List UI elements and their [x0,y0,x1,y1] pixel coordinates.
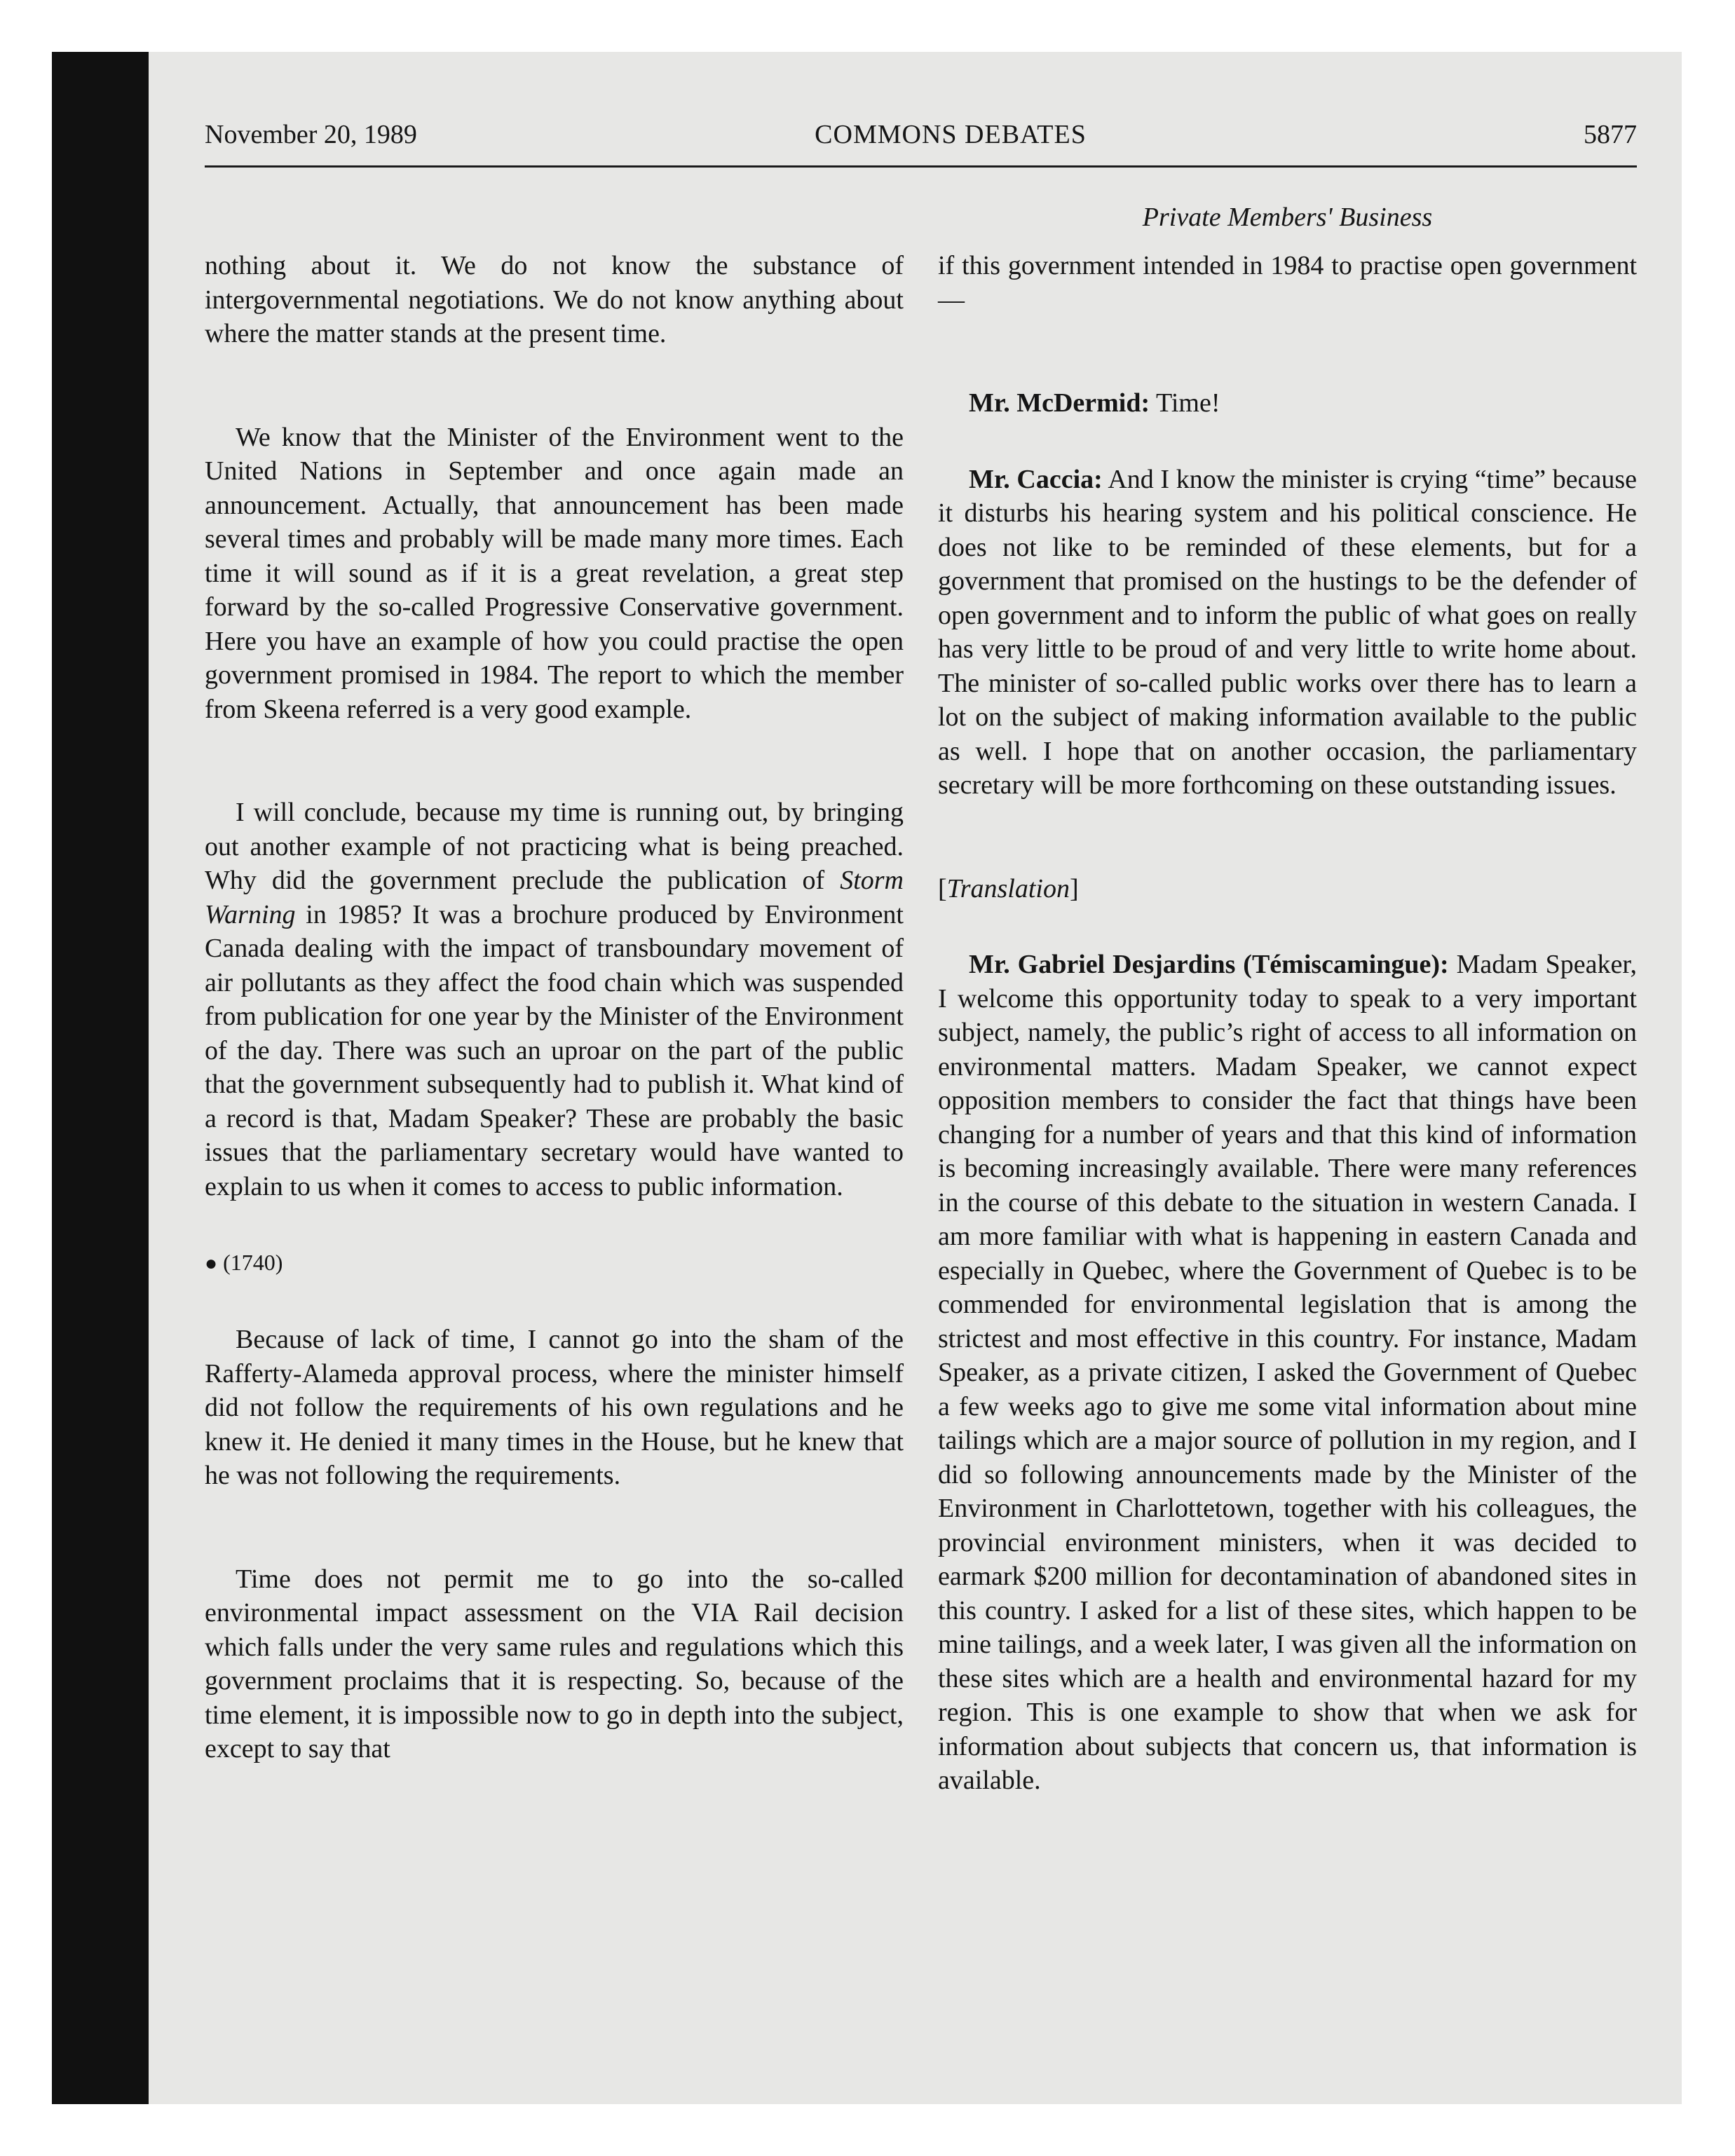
speaker-name: Mr. McDermid: [969,388,1150,418]
right-paragraph-1: if this government intended in 1984 to practise open government— [938,251,1637,315]
left-paragraph-1: nothing about it. We do not know the substance of intergovernmental negotiations. We do not know anything about where the matter stands at the present time. [205,251,904,348]
speech-caccia [938,463,1637,803]
speech-text: Time! [1150,388,1220,418]
speech-text: Madam Speaker, I welcome this opportunity today to speak to a very important subject, namely, the public’s right of access to all information on environmental matters. Madam Speaker, we cannot expect opposition members to consider the fact that things have been changing for a number of years and that this kind of information is becoming increasingly available. There were many references in the course of this debate to the situation in western Canada. I am more familiar with what is happening in eastern Canada and especially in Quebec, where the Government of Quebec is to be commended for environmental legislation that is among the strictest and most effective in this country. For instance, Madam Speaker, as a private citizen, I asked the Government of Quebec a few weeks ago to give me some vital information about mine tailings which are a major source of pollution in my region, and I did so following announcements made by the Minister of the Environment in Charlottetown, together with his colleagues, the provincial environment ministers, when it was decided to earmark $200 million for decontamination of abandoned sites in this country. I asked for a list of these sites, which happen to be mine tailings, and a week later, I was given all the information on these sites which are a health and environmental hazard for my region. This is one example to show that when we ask for information about subjects that concern us, that information is available. [938,950,1637,1795]
left-paragraph-3 [205,796,904,1203]
header-date: November 20, 1989 [205,120,417,149]
speech-desjardins [938,948,1637,1798]
left-paragraph-3-end: in 1985? It was a brochure produced by Environment Canada dealing with the impact of transboundary movement of air pollutants as they affect the food chain which was suspended from publication for one year by the Minister of the Environment of the day. There was such an uproar on the part of the public that the government subsequently had to publish it. What kind of a record is that, Madam Speaker? These are probably the basic issues that the parliamentary secretary would have wanted to explain to us when it comes to access to public information. [205,899,904,1201]
scan-binding-edge [52,52,149,2104]
header-publication-title: COMMONS DEBATES [815,120,1087,149]
left-paragraph-2: We know that the Minister of the Environment went to the United Nations in September and once again made an announcement. Actually, that announcement has been made several times and probably will be made many more times. Each time it will sound as if it is a great revelation, a great step forward by the so-called Progressive Conservative government. Here you have an example of how you could practise the open government promised in 1984. The report to which the member from Skeena referred is a very good example. [205,422,904,724]
left-paragraph-4: Because of lack of time, I cannot go into the sham of the Rafferty-Alameda approval process, where the minister himself did not follow the requirements of his own regulations and he knew it. He denied it many times in the House, but he knew that he was not following the requirements. [205,1325,904,1490]
translation-note: [Translation] [938,873,1079,903]
publication-title-storm-warning: Storm Warning [205,866,904,929]
section-title: Private Members' Business [1142,203,1433,232]
time-marker [205,1246,904,1281]
speech-text: And I know the minister is crying “time” because it disturbs his hearing system and his political conscience. He does not like to be reminded of these elements, but for a government that promised on the hustings to be the defender of open government and to inform the public of what goes on really has very little to be proud of and very little to write home about. The minister of so-called public works over there has to learn a lot on the subject of making information available to the public as well. I hope that on another occasion, the parliamentary secretary will be more forthcoming on these outstanding issues. [938,464,1637,800]
speaker-name: Mr. Gabriel Desjardins (Témiscamingue): [969,950,1449,979]
right-column [938,249,1637,1798]
speaker-name: Mr. Caccia: [969,464,1103,494]
left-column [205,249,904,1766]
left-paragraph-3-start: I will conclude, because my time is running out, by bringing out another example of not practicing what is being preached. Why did the government preclude the publication of [205,798,904,895]
time-marker-text: (1740) [223,1250,283,1275]
header-page-number: 5877 [1584,120,1637,149]
bullet-icon: ● [205,1252,218,1275]
header-rule [205,165,1637,168]
translation-label: Translation [946,873,1070,903]
speech-mcdermid [938,386,1637,421]
left-paragraph-5: Time does not permit me to go into the so-called environmental impact assessment on the VIA Rail decision which falls under the very same rules and regulations which this government proclaims that it is respecting. So, because of the time element, it is impossible now to go in depth into the subject, except to say that [205,1564,904,1763]
